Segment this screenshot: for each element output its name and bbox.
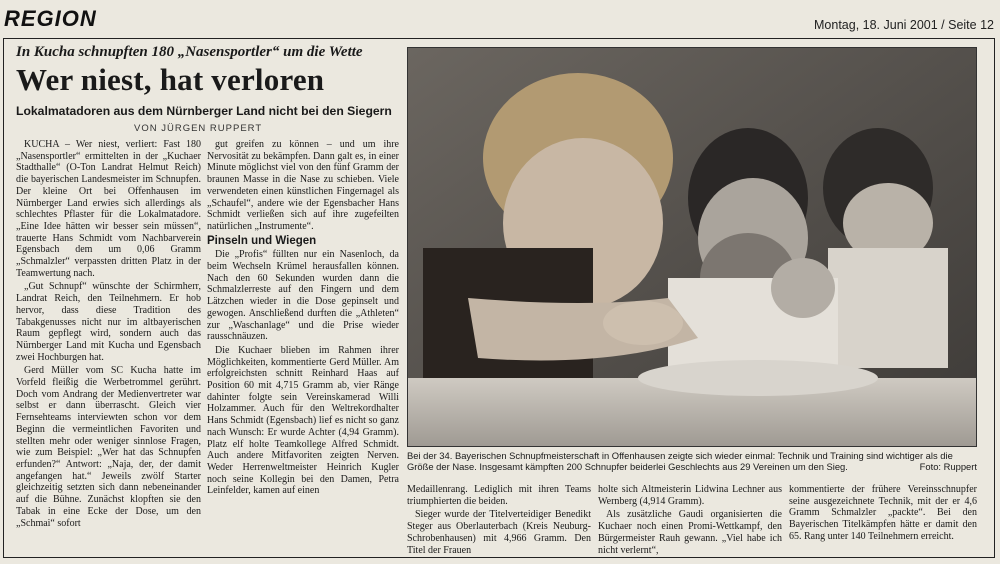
paragraph: Medaillenrang. Lediglich mit ihren Teams triumphierten die beiden. bbox=[407, 484, 591, 507]
article-column-4 bbox=[598, 484, 782, 557]
paragraph: Die Kuchaer blieben im Rahmen ihrer Möglichkeiten, kommentierte Gerd Müller. Am erfolgreichsten schnitt Reinhard Haas auf Position 60 mit 4,715 Gramm ab, vier Ränge dahinter folgte sein Vereinskamerad Willi Holzammer. Auch für den Weltrekordhalter Hans Schmidt (Egensbach) lief es nicht so ganz nach Wunsch: Er wurde Achter (4,94 Gramm). Platz elf holte Teamkollege Alfred Schmidt. Auch andere Mitfavoriten zeigten Nerven. Weder Herrenweltmeister Heinrich Kugler noch seine Kollegin bei den Damen, Petra Leinfelder, kamen auf einen bbox=[207, 344, 399, 497]
caption-text: Bei der 34. Bayerischen Schnupfmeisterschaft in Offenhausen zeigte sich wieder einmal: Technik und Training sind wichtiger als die Größe der Nase. Insgesamt kämpften 200 Schnupfer beiderlei Geschlechts aus 29 Vereinen um den Sieg. bbox=[407, 450, 953, 472]
article-column-3 bbox=[407, 484, 591, 557]
deck: Lokalmatadoren aus dem Nürnberger Land nicht bei den Siegern bbox=[16, 104, 392, 118]
article-column-2 bbox=[207, 139, 399, 557]
page-header bbox=[0, 0, 1000, 40]
photo-credit: Foto: Ruppert bbox=[919, 461, 977, 472]
photo-caption bbox=[407, 450, 977, 472]
section-title: REGION bbox=[4, 6, 97, 31]
paragraph: kommentierte der frühere Vereinsschnupfer seine ausgezeichnete Technik, mit der er 4,6 Gramm Schmalzler „packte“. Bei den Bayerischen Titelkämpfen hätte er damit den 65. Rang unter 140 Teilnehmern erreicht. bbox=[789, 484, 977, 542]
paragraph: Sieger wurde der Titelverteidiger Benedikt Steger aus Oberlauterbach (Kreis Neuburg-Schrobenhausen) mit 4,966 Gramm. Den Titel der Frauen bbox=[407, 509, 591, 556]
paragraph: holte sich Altmeisterin Lidwina Lechner aus Wernberg (4,914 Gramm). bbox=[598, 484, 782, 507]
article-column-5 bbox=[789, 484, 977, 557]
news-photo bbox=[407, 47, 977, 447]
dateline: Montag, 18. Juni 2001 / Seite 12 bbox=[814, 18, 994, 32]
paragraph: „Gut Schnupf“ wünschte der Schirmherr, Landrat Reich, den Teilnehmern. Er hob hervor, dass diese Tradition des Tabakgenusses nicht nur im altbayerischen Raum gepflegt wird, sondern auch das Nürnberger Land mit Kucha und Egensbach zwei Hochburgen hat. bbox=[16, 281, 201, 363]
kicker: In Kucha schnupften 180 „Nasensportler“ um die Wette bbox=[16, 44, 363, 60]
headline: Wer niest, hat verloren bbox=[16, 62, 325, 97]
byline: VON JÜRGEN RUPPERT bbox=[134, 123, 263, 134]
paragraph: Die „Profis“ füllten nur ein Nasenloch, da beim Wechseln Krümel herausfallen können. Nach den 60 Sekunden wurden dann die Schmalzlerreste auf den Fingern und dem Lätzchen wieder in die Dose gepinselt und gewogen. Anschließend durften die „Athleten“ zur „Waschanlage“ und die Prise wieder rausschnäuzen. bbox=[207, 249, 399, 343]
paragraph: gut greifen zu können – und um ihre Nervosität zu bekämpfen. Dann galt es, in einer Minute möglichst viel von den fünf Gramm der braunen Masse in die Nase zu schieben. Viele verwendeten einen künstlichen Fingernagel als „Schaufel“, andere wie der Egensbacher Hans Schmidt verließen sich auf ihre zugefeilten natürlichen „Instrumente“. bbox=[207, 139, 399, 232]
paragraph: Gerd Müller vom SC Kucha hatte im Vorfeld fleißig die Werbetrommel gerührt. Doch vom Andrang der Medienvertreter war selbst er dann überrascht. Gleich vier Fernsehteams interviewten schon vor dem Beginn die vermeintlichen Favoriten und stellten mehr oder weniger sinnlose Fragen, wie zum Beispiel: „Wer hat das Schnupfen erfunden?“ Antwort: „Naja, der, der damit angefangen hat.“ Jeweils zwölf Starter gleichzeitig setzten sich dann nebeneinander auf die Bühne. Zunächst klopften sie den Tabak in eine Ecke der Dose, um den „Schmai“ sofort bbox=[16, 365, 201, 529]
subhead: Pinseln und Wiegen bbox=[207, 234, 317, 247]
paragraph: KUCHA – Wer niest, verliert: Fast 180 „Nasensportler“ ermittelten in der „Kuchaer Stadthalle“ (O-Ton Landrat Helmut Reich) die bayerischen Landesmeister im Schnupfen. Der kleine Ort bei Offenhausen im Nürnberger Land erwies sich allerdings als schlechtes Pflaster für die Lokalmatadore. „Eine Idee hätten wir besser sein müssen“, trauerte Hans Schmidt vom Nachbarverein Egensbach dem um 0,06 Gramm „Schmalzler“ verpassten dritten Platz in der Teamwertung nach. bbox=[16, 139, 201, 279]
paragraph: Als zusätzliche Gaudi organisierten die Kuchaer noch einen Promi-Wettkampf, den Bürgermeister Rauh gewann. „Viel habe ich nicht verlernt“, bbox=[598, 509, 782, 556]
photo-image bbox=[408, 48, 977, 447]
article-column-1 bbox=[16, 139, 201, 557]
